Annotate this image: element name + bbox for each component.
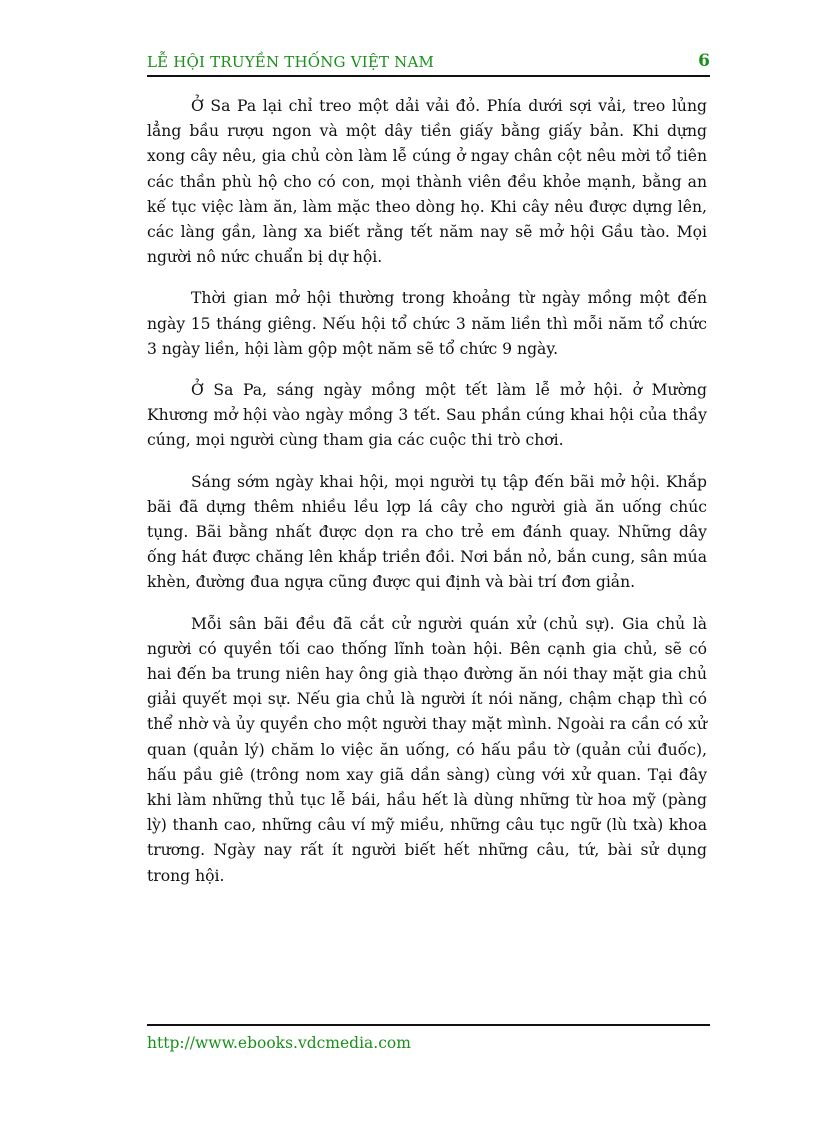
paragraph-4: Sáng sớm ngày khai hội, mọi người tụ tập đến bãi mở hội. Khắp bãi đã dựng thêm nhiều lều lợp lá cây cho người già ăn uống chúc tụng. Bãi bằng nhất được dọn ra cho trẻ em đánh quay. Những dây ống hát được chăng lên khắp triền đồi. Nơi bắn nỏ, bắn cung, sân múa khèn, đường đua ngựa cũng được qui định và bài trí đơn giản.	[147, 472, 707, 592]
book-title: LỄ HỘI TRUYỀN THỐNG VIỆT NAM	[147, 53, 435, 71]
paragraph-1: Ở Sa Pa lại chỉ treo một dải vải đỏ. Phía dưới sợi vải, treo lủng lẳng bầu rượu ngon và một dây tiền giấy bằng giấy bản. Khi dựng xong cây nêu, gia chủ còn làm lễ cúng ở ngay chân cột nêu mời tổ tiên các thần phù hộ cho có con, mọi thành viên đều khỏe mạnh, bằng an kế tục việc làm ăn, làm mặc theo dòng họ. Khi cây nêu được dựng lên, các làng gần, làng xa biết rằng tết năm nay sẽ mở hội Gầu tào. Mọi người nô nức chuẩn bị dự hội.	[147, 97, 707, 267]
page-header	[147, 53, 710, 77]
page-number: 6	[698, 51, 710, 71]
paragraph-3: Ở Sa Pa, sáng ngày mồng một tết làm lễ mở hội. ở Mường Khương mở hội vào ngày mồng 3 tết. Sau phần cúng khai hội của thầy cúng, mọi người cùng tham gia các cuộc thi trò chơi.	[147, 381, 707, 450]
paragraph-2: Thời gian mở hội thường trong khoảng từ ngày mồng một đến ngày 15 tháng giêng. Nếu hội tổ chức 3 năm liền thì mỗi năm tổ chức 3 ngày liền, hội làm gộp một năm sẽ tổ chức 9 ngày.	[147, 289, 707, 358]
footer-website-link[interactable]: http://www.ebooks.vdcmedia.com	[147, 1034, 411, 1052]
paragraph-5: Mỗi sân bãi đều đã cắt cử người quán xử (chủ sự). Gia chủ là người có quyền tối cao thống lĩnh toàn hội. Bên cạnh gia chủ, sẽ có hai đến ba trung niên hay ông già thạo đường ăn nói thay mặt gia chủ giải quyết mọi sự. Nếu gia chủ là người ít nói năng, chậm chạp thì có thể nhờ và ủy quyền cho một người thay mặt mình. Ngoài ra cần có xử quan (quản lý) chăm lo việc ăn uống, có hấu pầu tờ (quản củi đuốc), hấu pầu giê (trông nom xay giã dần sàng) cùng với xử quan. Tại đây khi làm những thủ tục lễ bái, hầu hết là dùng những từ hoa mỹ (pàng lỳ) thanh cao, những câu ví mỹ miều, những câu tục ngữ (lù txà) khoa trương. Ngày nay rất ít người biết hết những câu, tứ, bài sử dụng trong hội.	[147, 614, 707, 885]
page-body	[147, 94, 707, 905]
footer-divider	[147, 1024, 710, 1026]
